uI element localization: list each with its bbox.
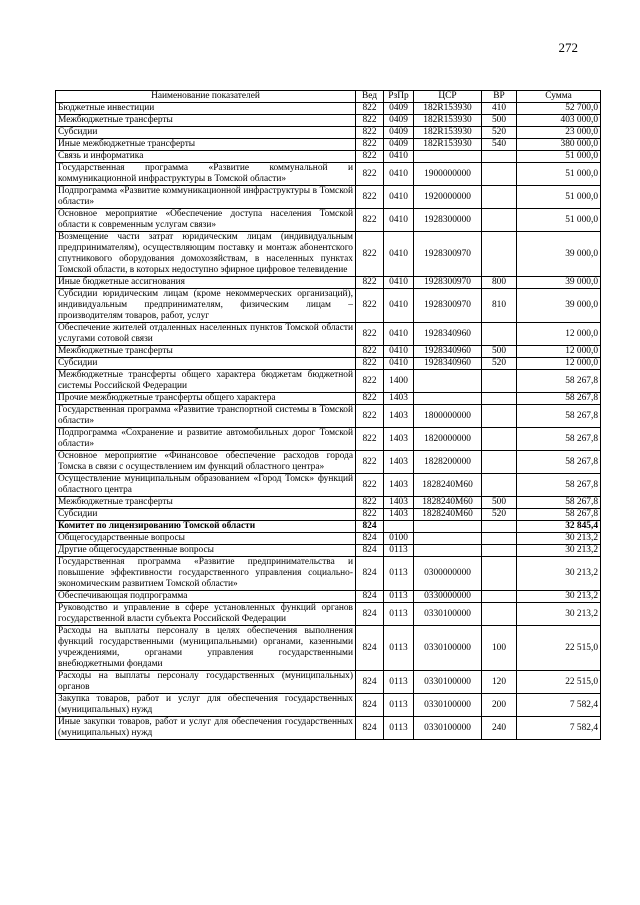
cell-name: Межбюджетные трансферты: [56, 115, 356, 127]
cell-vr: [482, 370, 517, 393]
cell-vr: [482, 405, 517, 428]
cell-vr: 800: [482, 277, 517, 289]
cell-vr: [482, 591, 517, 603]
cell-sum: 58 267,8: [517, 474, 601, 497]
header-vr: ВР: [482, 91, 517, 103]
cell-rzpr: [384, 521, 414, 533]
cell-sum: 39 000,0: [517, 277, 601, 289]
cell-rzpr: 0410: [384, 151, 414, 163]
table-row: [56, 428, 601, 451]
cell-sum: 7 582,4: [517, 694, 601, 717]
cell-csr: 0330100000: [414, 671, 482, 694]
cell-vr: 810: [482, 289, 517, 323]
cell-name: Основное мероприятие «Финансовое обеспечение расходов города Томска в связи с осуществлением им функций областного центра»: [56, 451, 356, 474]
table-row: [56, 186, 601, 209]
cell-rzpr: 0410: [384, 277, 414, 289]
cell-rzpr: 0410: [384, 163, 414, 186]
cell-ved: 822: [356, 163, 384, 186]
table-row: [56, 358, 601, 370]
cell-sum: 22 515,0: [517, 626, 601, 671]
cell-csr: 1928300970: [414, 289, 482, 323]
cell-sum: 51 000,0: [517, 151, 601, 163]
table-row: [56, 451, 601, 474]
table-row: [56, 346, 601, 358]
cell-csr: 1928300970: [414, 277, 482, 289]
cell-sum: 51 000,0: [517, 186, 601, 209]
cell-rzpr: 0410: [384, 289, 414, 323]
cell-name: Подпрограмма «Развитие коммуникационной инфраструктуры в Томской области»: [56, 186, 356, 209]
table-row: [56, 115, 601, 127]
cell-rzpr: 1403: [384, 497, 414, 509]
table-row: [56, 163, 601, 186]
cell-ved: 824: [356, 694, 384, 717]
cell-sum: 23 000,0: [517, 127, 601, 139]
table-header-row: [56, 91, 601, 103]
cell-vr: [482, 474, 517, 497]
cell-csr: 1828240М60: [414, 497, 482, 509]
cell-ved: 822: [356, 151, 384, 163]
cell-csr: 1928300970: [414, 232, 482, 277]
cell-vr: [482, 393, 517, 405]
cell-sum: 7 582,4: [517, 717, 601, 740]
cell-ved: 822: [356, 139, 384, 151]
cell-csr: [414, 533, 482, 545]
cell-vr: 200: [482, 694, 517, 717]
cell-name: Субсидии: [56, 127, 356, 139]
cell-rzpr: 0100: [384, 533, 414, 545]
cell-ved: 822: [356, 115, 384, 127]
cell-name: Расходы на выплаты персоналу государственных (муниципальных) органов: [56, 671, 356, 694]
cell-ved: 822: [356, 358, 384, 370]
cell-sum: 51 000,0: [517, 209, 601, 232]
cell-vr: 520: [482, 358, 517, 370]
cell-rzpr: 0410: [384, 323, 414, 346]
cell-name: Государственная программа «Развитие предпринимательства и повышение эффективности государственного управления социально-экономическим развитием Томской области»: [56, 557, 356, 591]
cell-name: Основное мероприятие «Обеспечение доступа населения Томской области к современным услугам связи»: [56, 209, 356, 232]
cell-csr: 1928340960: [414, 346, 482, 358]
table-row: [56, 393, 601, 405]
table-row: [56, 405, 601, 428]
cell-name: Другие общегосударственные вопросы: [56, 545, 356, 557]
table-row: [56, 671, 601, 694]
cell-sum: 22 515,0: [517, 671, 601, 694]
cell-rzpr: 1400: [384, 370, 414, 393]
cell-csr: 1828200000: [414, 451, 482, 474]
cell-vr: 500: [482, 497, 517, 509]
cell-ved: 824: [356, 545, 384, 557]
header-name: Наименование показателей: [56, 91, 356, 103]
table-body: [56, 103, 601, 740]
cell-sum: 12 000,0: [517, 346, 601, 358]
cell-name: Общегосударственные вопросы: [56, 533, 356, 545]
cell-name: Государственная программа «Развитие коммунальной и коммуникационной инфраструктуры в Томской области»: [56, 163, 356, 186]
cell-sum: 58 267,8: [517, 405, 601, 428]
cell-csr: 1928300000: [414, 209, 482, 232]
cell-sum: 52 700,0: [517, 103, 601, 115]
cell-ved: 822: [356, 393, 384, 405]
cell-rzpr: 0113: [384, 694, 414, 717]
cell-csr: 1800000000: [414, 405, 482, 428]
cell-name: Связь и информатика: [56, 151, 356, 163]
cell-rzpr: 0113: [384, 717, 414, 740]
cell-vr: 500: [482, 346, 517, 358]
cell-vr: [482, 533, 517, 545]
header-sum: Сумма: [517, 91, 601, 103]
cell-ved: 822: [356, 405, 384, 428]
cell-name: Обеспечивающая подпрограмма: [56, 591, 356, 603]
cell-rzpr: 1403: [384, 474, 414, 497]
cell-rzpr: 0409: [384, 127, 414, 139]
cell-csr: 0330100000: [414, 717, 482, 740]
table-row: [56, 497, 601, 509]
cell-csr: 1928340960: [414, 358, 482, 370]
cell-name: Иные закупки товаров, работ и услуг для обеспечения государственных (муниципальных) нужд: [56, 717, 356, 740]
cell-vr: [482, 451, 517, 474]
cell-ved: 822: [356, 497, 384, 509]
cell-name: Комитет по лицензированию Томской области: [56, 521, 356, 533]
cell-rzpr: 0410: [384, 186, 414, 209]
cell-sum: 32 845,4: [517, 521, 601, 533]
table-row: [56, 289, 601, 323]
cell-name: Межбюджетные трансферты общего характера бюджетам бюджетной системы Российской Федерации: [56, 370, 356, 393]
cell-rzpr: 0409: [384, 139, 414, 151]
cell-rzpr: 0409: [384, 103, 414, 115]
cell-vr: 520: [482, 509, 517, 521]
cell-name: Руководство и управление в сфере установленных функций органов государственной власти субъекта Российской Федерации: [56, 603, 356, 626]
cell-rzpr: 0410: [384, 209, 414, 232]
table-row: [56, 151, 601, 163]
cell-rzpr: 0113: [384, 545, 414, 557]
table-row: [56, 103, 601, 115]
cell-sum: 58 267,8: [517, 497, 601, 509]
cell-sum: 12 000,0: [517, 358, 601, 370]
cell-ved: 822: [356, 509, 384, 521]
table-row: [56, 474, 601, 497]
table-row: [56, 557, 601, 591]
cell-vr: 500: [482, 115, 517, 127]
cell-csr: [414, 521, 482, 533]
table-row: [56, 323, 601, 346]
cell-ved: 822: [356, 103, 384, 115]
cell-vr: 520: [482, 127, 517, 139]
cell-rzpr: 0113: [384, 603, 414, 626]
page-number: 272: [558, 40, 578, 55]
cell-rzpr: 0113: [384, 591, 414, 603]
cell-sum: 58 267,8: [517, 451, 601, 474]
table-row: [56, 139, 601, 151]
cell-ved: 822: [356, 232, 384, 277]
cell-vr: [482, 209, 517, 232]
cell-name: Межбюджетные трансферты: [56, 346, 356, 358]
cell-rzpr: 0409: [384, 115, 414, 127]
table-row: [56, 509, 601, 521]
cell-name: Государственная программа «Развитие транспортной системы в Томской области»: [56, 405, 356, 428]
cell-name: Иные межбюджетные трансферты: [56, 139, 356, 151]
cell-name: Подпрограмма «Сохранение и развитие автомобильных дорог Томской области»: [56, 428, 356, 451]
cell-name: Возмещение части затрат юридическим лицам (индивидуальным предпринимателям), осуществляющим поставку и монтаж абонентского спутникового оборудования домохозяйствам, в населенных пунктах Томской области, в которых недоступно эфирное цифровое телевидение: [56, 232, 356, 277]
cell-csr: [414, 545, 482, 557]
cell-ved: 822: [356, 323, 384, 346]
cell-csr: 1900000000: [414, 163, 482, 186]
table-row: [56, 533, 601, 545]
cell-name: Межбюджетные трансферты: [56, 497, 356, 509]
table-row: [56, 127, 601, 139]
cell-sum: 39 000,0: [517, 289, 601, 323]
cell-sum: 30 213,2: [517, 603, 601, 626]
table-row: [56, 626, 601, 671]
cell-csr: 182R153930: [414, 115, 482, 127]
cell-ved: 824: [356, 533, 384, 545]
budget-table: [55, 90, 601, 740]
cell-vr: [482, 163, 517, 186]
cell-name: Прочие межбюджетные трансферты общего характера: [56, 393, 356, 405]
cell-csr: [414, 393, 482, 405]
cell-ved: 822: [356, 428, 384, 451]
cell-name: Закупка товаров, работ и услуг для обеспечения государственных (муниципальных) нужд: [56, 694, 356, 717]
cell-ved: 824: [356, 591, 384, 603]
cell-vr: [482, 323, 517, 346]
cell-vr: 100: [482, 626, 517, 671]
cell-vr: [482, 557, 517, 591]
cell-vr: [482, 186, 517, 209]
cell-rzpr: 1403: [384, 509, 414, 521]
cell-sum: 58 267,8: [517, 393, 601, 405]
cell-name: Иные бюджетные ассигнования: [56, 277, 356, 289]
cell-vr: [482, 428, 517, 451]
table-row: [56, 591, 601, 603]
table-row: [56, 717, 601, 740]
cell-sum: 30 213,2: [517, 591, 601, 603]
cell-rzpr: 1403: [384, 393, 414, 405]
cell-ved: 824: [356, 671, 384, 694]
cell-vr: 410: [482, 103, 517, 115]
table-row: [56, 232, 601, 277]
cell-ved: 824: [356, 717, 384, 740]
cell-ved: 822: [356, 277, 384, 289]
cell-csr: 0330100000: [414, 603, 482, 626]
cell-name: Расходы на выплаты персоналу в целях обеспечения выполнения функций государственными (муниципальными) органами, казенными учреждениями, органами управления государственными внебюджетными фондами: [56, 626, 356, 671]
cell-sum: 30 213,2: [517, 533, 601, 545]
cell-csr: [414, 151, 482, 163]
cell-ved: 822: [356, 289, 384, 323]
cell-vr: [482, 603, 517, 626]
table-row: [56, 545, 601, 557]
cell-csr: 1928340960: [414, 323, 482, 346]
cell-sum: 58 267,8: [517, 428, 601, 451]
cell-sum: 403 000,0: [517, 115, 601, 127]
header-csr: ЦСР: [414, 91, 482, 103]
cell-vr: 540: [482, 139, 517, 151]
cell-rzpr: 1403: [384, 428, 414, 451]
cell-csr: 0300000000: [414, 557, 482, 591]
cell-ved: 822: [356, 127, 384, 139]
table-row: [56, 521, 601, 533]
table-row: [56, 209, 601, 232]
cell-csr: 1920000000: [414, 186, 482, 209]
cell-rzpr: 0410: [384, 232, 414, 277]
cell-vr: [482, 151, 517, 163]
cell-csr: [414, 370, 482, 393]
cell-sum: 39 000,0: [517, 232, 601, 277]
cell-csr: 182R153930: [414, 139, 482, 151]
cell-rzpr: 0113: [384, 557, 414, 591]
cell-sum: 12 000,0: [517, 323, 601, 346]
cell-ved: 822: [356, 370, 384, 393]
cell-ved: 822: [356, 451, 384, 474]
cell-ved: 822: [356, 209, 384, 232]
cell-ved: 822: [356, 474, 384, 497]
table-row: [56, 603, 601, 626]
cell-csr: 182R153930: [414, 103, 482, 115]
cell-csr: 1828240М60: [414, 474, 482, 497]
cell-name: Осуществление муниципальным образованием «Город Томск» функций областного центра: [56, 474, 356, 497]
cell-name: Субсидии: [56, 509, 356, 521]
cell-sum: 58 267,8: [517, 370, 601, 393]
header-rzpr: РзПр: [384, 91, 414, 103]
table-row: [56, 370, 601, 393]
cell-rzpr: 0113: [384, 626, 414, 671]
cell-ved: 822: [356, 186, 384, 209]
cell-ved: 824: [356, 626, 384, 671]
cell-rzpr: 1403: [384, 451, 414, 474]
cell-name: Субсидии юридическим лицам (кроме некоммерческих организаций), индивидуальным предпринимателям, физическим лицам – производителям товаров, работ, услуг: [56, 289, 356, 323]
table-row: [56, 694, 601, 717]
cell-rzpr: 1403: [384, 405, 414, 428]
cell-rzpr: 0410: [384, 358, 414, 370]
cell-ved: 824: [356, 521, 384, 533]
cell-vr: [482, 545, 517, 557]
cell-sum: 51 000,0: [517, 163, 601, 186]
cell-csr: 0330100000: [414, 626, 482, 671]
cell-csr: 1820000000: [414, 428, 482, 451]
cell-vr: 120: [482, 671, 517, 694]
cell-ved: 824: [356, 603, 384, 626]
cell-rzpr: 0113: [384, 671, 414, 694]
header-ved: Вед: [356, 91, 384, 103]
cell-csr: 1828240М60: [414, 509, 482, 521]
cell-rzpr: 0410: [384, 346, 414, 358]
cell-csr: 182R153930: [414, 127, 482, 139]
cell-ved: 824: [356, 557, 384, 591]
cell-csr: 0330000000: [414, 591, 482, 603]
cell-vr: [482, 232, 517, 277]
cell-csr: 0330100000: [414, 694, 482, 717]
cell-ved: 822: [356, 346, 384, 358]
cell-vr: [482, 521, 517, 533]
cell-sum: 30 213,2: [517, 557, 601, 591]
cell-vr: 240: [482, 717, 517, 740]
cell-name: Обеспечение жителей отдаленных населенных пунктов Томской области услугами сотовой связи: [56, 323, 356, 346]
cell-sum: 380 000,0: [517, 139, 601, 151]
cell-name: Субсидии: [56, 358, 356, 370]
cell-sum: 30 213,2: [517, 545, 601, 557]
table-row: [56, 277, 601, 289]
cell-name: Бюджетные инвестиции: [56, 103, 356, 115]
cell-sum: 58 267,8: [517, 509, 601, 521]
